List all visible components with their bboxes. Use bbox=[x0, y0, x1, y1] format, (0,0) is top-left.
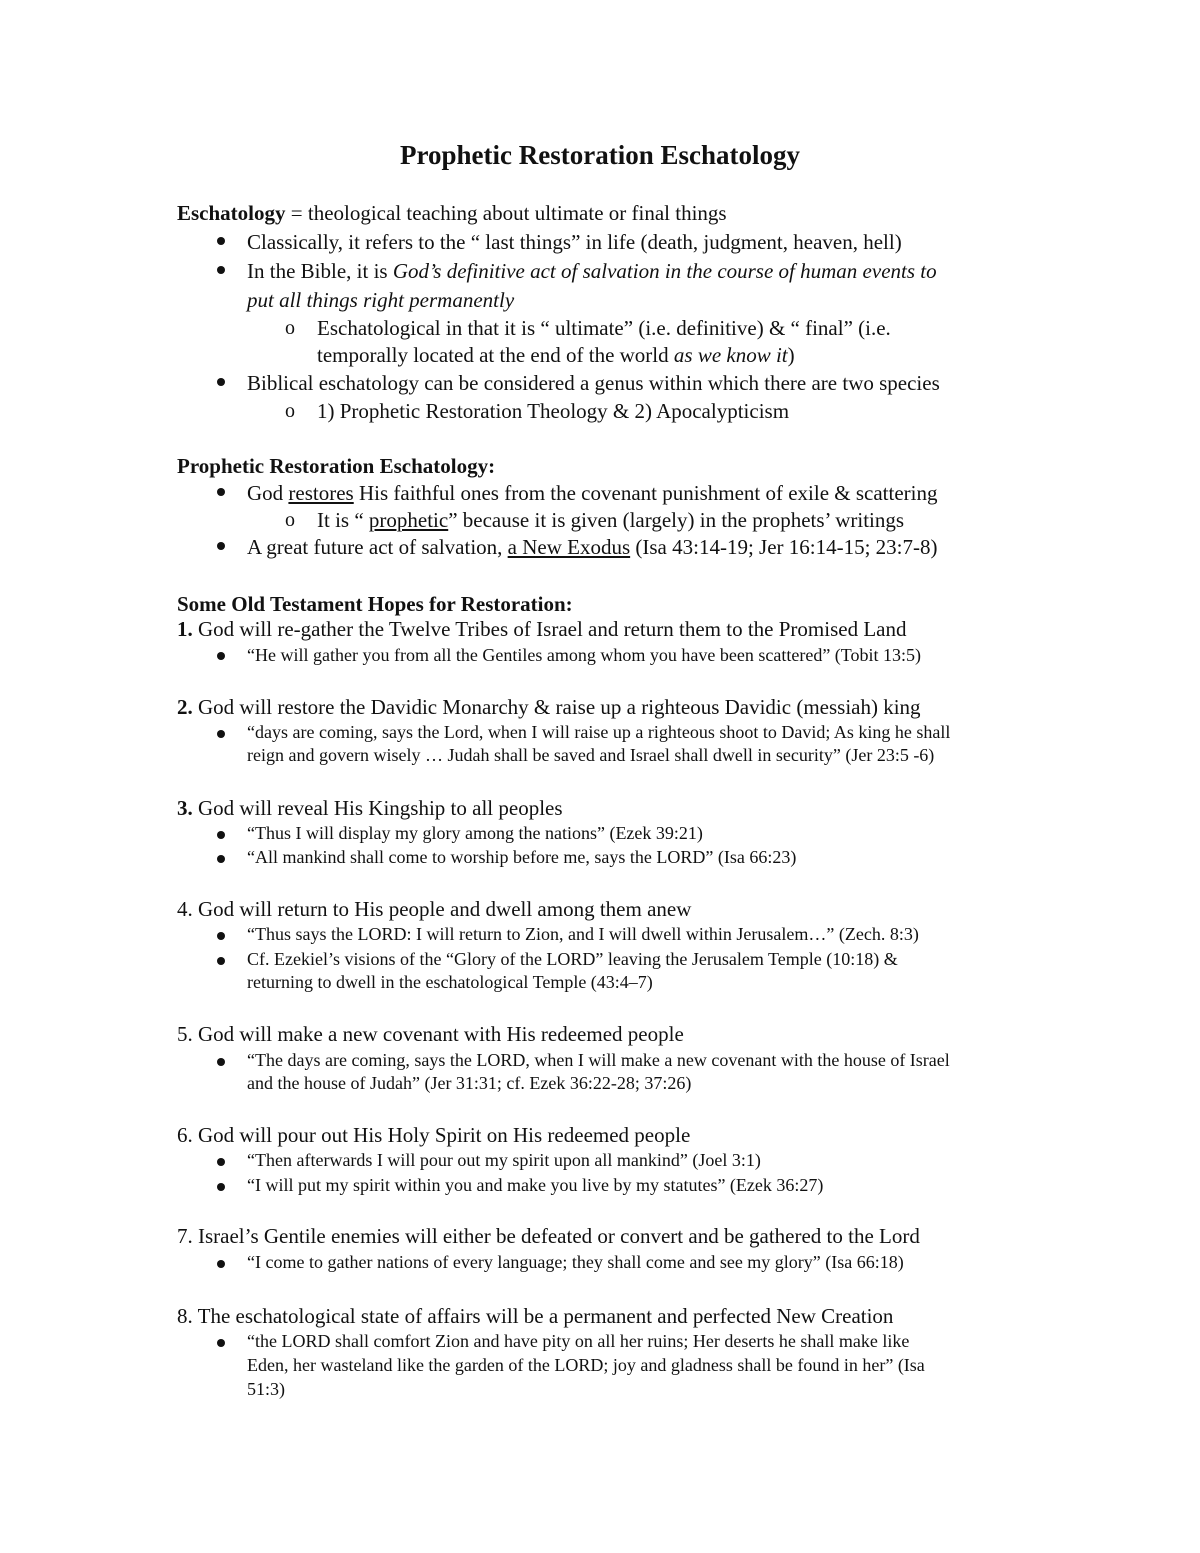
sub-bullet-icon: o bbox=[285, 317, 295, 339]
bullet-icon bbox=[217, 855, 225, 863]
underlined-text: prophetic bbox=[368, 508, 449, 532]
hope-1-quote: “He will gather you from all the Gentiles among whom you have been scattered” (Tobit 13:5) bbox=[247, 645, 922, 665]
bullet-text: His faithful ones from the covenant punishment of exile & scattering bbox=[353, 481, 938, 505]
hope-7-quote: “I come to gather nations of every language; they shall come and see my glory” (Isa 66:18) bbox=[247, 1252, 904, 1272]
bullet-text: temporally located at the end of the world bbox=[317, 343, 674, 367]
section-heading bbox=[177, 452, 495, 480]
definition-bullet-1: Classically, it refers to the “ last things” in life (death, judgment, heaven, hell) bbox=[247, 230, 902, 254]
bullet-icon bbox=[217, 1260, 225, 1268]
hope-2 bbox=[177, 693, 921, 721]
hope-number: 2. bbox=[177, 695, 193, 719]
hope-number: 3. bbox=[177, 796, 193, 820]
hope-3-quote-2: “All mankind shall come to worship before me, says the LORD” (Isa 66:23) bbox=[247, 847, 797, 867]
hope-8-quote: “the LORD shall comfort Zion and have pity on all her ruins; Her deserts he shall make like bbox=[247, 1331, 910, 1351]
hope-3-quote-1: “Thus I will display my glory among the nations” (Ezek 39:21) bbox=[247, 823, 703, 843]
hope-6: 6. God will pour out His Holy Spirit on His redeemed people bbox=[177, 1123, 691, 1147]
bullet-icon bbox=[217, 957, 225, 965]
section-heading bbox=[177, 590, 573, 618]
hope-6-quote-1: “Then afterwards I will pour out my spirit upon all mankind” (Joel 3:1) bbox=[247, 1150, 761, 1170]
hope-number: 1. bbox=[177, 617, 193, 641]
italic-text: as we know it bbox=[673, 343, 788, 367]
hope-6-quote-2: “I will put my spirit within you and make you live by my statutes” (Ezek 36:27) bbox=[247, 1175, 824, 1195]
bullet-icon bbox=[217, 831, 225, 839]
bullet-text: A great future act of salvation, bbox=[247, 535, 508, 559]
bullet-icon bbox=[217, 652, 225, 660]
bullet-text: ” because it is given (largely) in the prophets’ writings bbox=[448, 508, 905, 532]
sub-bullet-icon: o bbox=[285, 509, 295, 531]
italic-text: put all things right permanently bbox=[247, 288, 515, 312]
bullet-text: God bbox=[247, 481, 289, 505]
definition-bullet-2 bbox=[247, 257, 937, 285]
definition-line bbox=[177, 199, 727, 227]
bullet-icon bbox=[217, 1058, 225, 1066]
hope-1 bbox=[177, 615, 906, 643]
hope-text: God will restore the Davidic Monarchy & raise up a righteous Davidic (messiah) king bbox=[192, 695, 921, 719]
bullet-icon bbox=[217, 932, 225, 940]
definition-text: = theological teaching about ultimate or final things bbox=[285, 201, 727, 225]
pre-bullet-2 bbox=[247, 533, 938, 561]
hope-8-quote-cont: Eden, her wasteland like the garden of the LORD; joy and gladness shall be found in her” (Isa bbox=[247, 1355, 925, 1375]
hope-7: 7. Israel’s Gentile enemies will either be defeated or convert and be gathered to the Lord bbox=[177, 1224, 920, 1248]
bullet-icon bbox=[217, 1339, 225, 1347]
hope-5-quote: “The days are coming, says the LORD, when I will make a new covenant with the house of Israel bbox=[247, 1050, 950, 1070]
bullet-text: (Isa 43:14-19; Jer 16:14-15; 23:7-8) bbox=[630, 535, 938, 559]
definition-bullet-3: Biblical eschatology can be considered a genus within which there are two species bbox=[247, 371, 940, 395]
hope-2-quote: “days are coming, says the Lord, when I will raise up a righteous shoot to David; As king he shall bbox=[247, 722, 951, 742]
bullet-icon bbox=[217, 1158, 225, 1166]
hope-4-quote-1: “Thus says the LORD: I will return to Zion, and I will dwell within Jerusalem…” (Zech. 8:3) bbox=[247, 924, 919, 944]
hope-8-quote-cont-2: 51:3) bbox=[247, 1379, 285, 1399]
hope-text: God will reveal His Kingship to all peoples bbox=[192, 796, 563, 820]
page-title: Prophetic Restoration Eschatology bbox=[400, 140, 800, 170]
italic-text: God’s definitive act of salvation in the course of human events to bbox=[392, 259, 937, 283]
bullet-text: In the Bible, it is bbox=[247, 259, 393, 283]
underlined-text: a New Exodus bbox=[507, 535, 631, 559]
bullet-icon bbox=[217, 542, 225, 550]
definition-term: Eschatology bbox=[177, 201, 286, 225]
hope-4: 4. God will return to His people and dwell among them anew bbox=[177, 897, 692, 921]
bullet-icon bbox=[217, 237, 225, 245]
bullet-icon bbox=[217, 1183, 225, 1191]
bullet-text: It is “ bbox=[317, 508, 369, 532]
pre-sub-bullet bbox=[317, 506, 904, 534]
bullet-text: ) bbox=[787, 343, 795, 367]
underlined-text: restores bbox=[288, 481, 354, 505]
heading-text: Some Old Testament Hopes for Restoration: bbox=[177, 592, 573, 616]
hope-3 bbox=[177, 794, 563, 822]
definition-sub-bullet-1: Eschatological in that it is “ ultimate” (i.e. definitive) & “ final” (i.e. bbox=[317, 316, 891, 340]
pre-bullet-1 bbox=[247, 479, 938, 507]
bullet-icon bbox=[217, 378, 225, 386]
sub-bullet-icon: o bbox=[285, 400, 295, 422]
bullet-icon bbox=[217, 266, 225, 274]
hope-text: God will re-gather the Twelve Tribes of Israel and return them to the Promised Land bbox=[192, 617, 907, 641]
hope-2-quote-cont: reign and govern wisely … Judah shall be saved and Israel shall dwell in security” (Jer 23:5 -6) bbox=[247, 745, 935, 765]
hope-4-quote-2-cont: returning to dwell in the eschatological Temple (43:4–7) bbox=[247, 972, 653, 992]
definition-bullet-2-cont bbox=[247, 286, 514, 314]
heading-text: Prophetic Restoration Eschatology: bbox=[177, 454, 496, 478]
definition-sub-bullet-2: 1) Prophetic Restoration Theology & 2) Apocalypticism bbox=[317, 399, 790, 423]
hope-8: 8. The eschatological state of affairs will be a permanent and perfected New Creation bbox=[177, 1304, 894, 1328]
definition-sub-bullet-1-cont bbox=[317, 341, 795, 369]
bullet-icon bbox=[217, 488, 225, 496]
hope-5-quote-cont: and the house of Judah” (Jer 31:31; cf. Ezek 36:22-28; 37:26) bbox=[247, 1073, 692, 1093]
hope-4-quote-2: Cf. Ezekiel’s visions of the “Glory of the LORD” leaving the Jerusalem Temple (10:18) & bbox=[247, 949, 898, 969]
bullet-icon bbox=[217, 730, 225, 738]
hope-5: 5. God will make a new covenant with His redeemed people bbox=[177, 1022, 684, 1046]
